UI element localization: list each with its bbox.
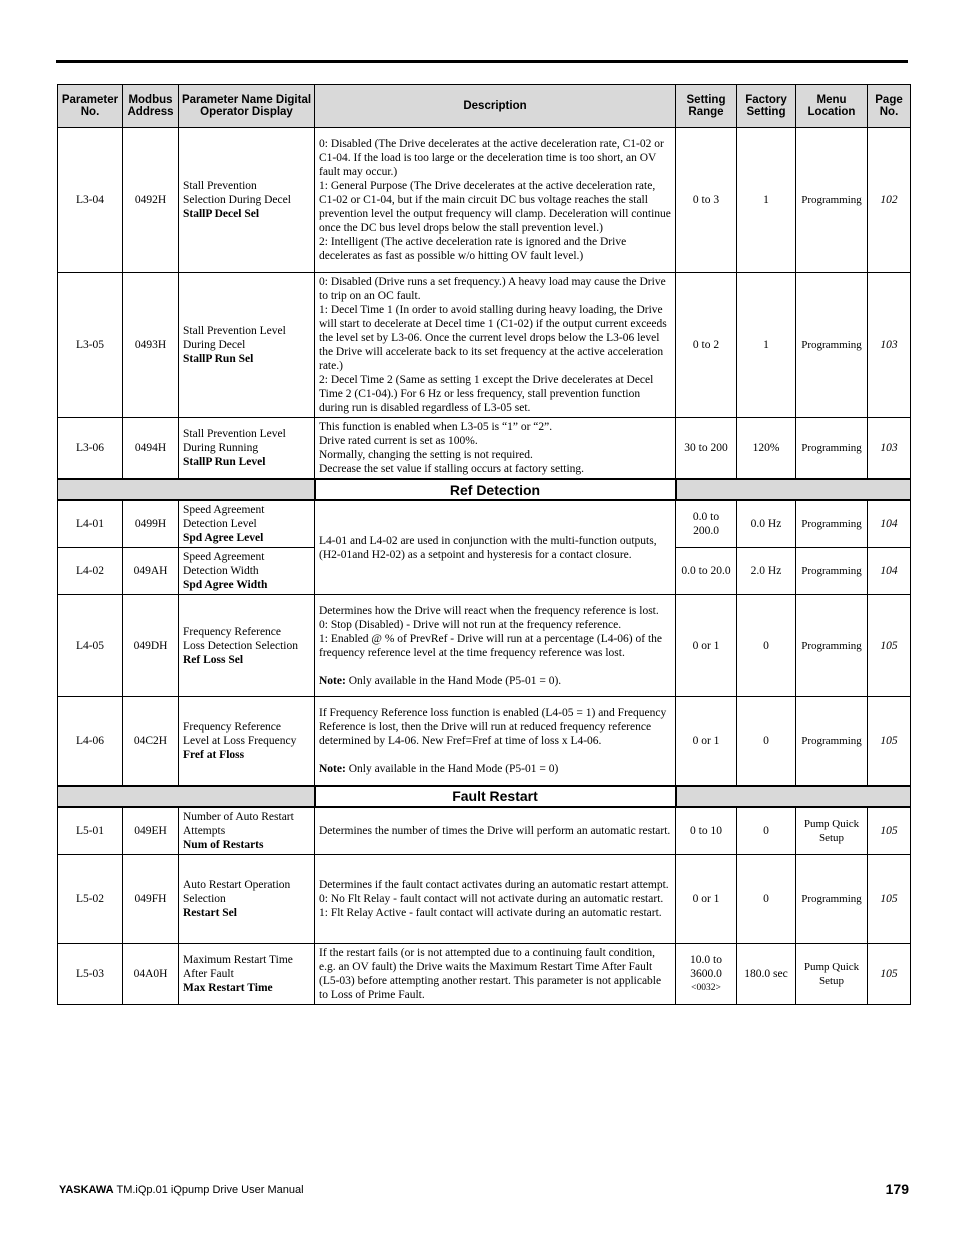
param-name-line: Stall Prevention Level — [183, 428, 286, 440]
menu-location: Programming — [796, 697, 868, 786]
modbus-address: 04C2H — [123, 697, 179, 786]
desc-line: 0: Disabled (The Drive decelerates at the active deceleration rate, C1-02 or C1-04. If the load is too large or the deceleration time is too short, an OV fault may occur.) — [319, 138, 664, 178]
section-row-fault-restart — [58, 786, 911, 807]
page-link[interactable]: 103 — [868, 273, 911, 418]
menu-line: Pump Quick — [803, 817, 860, 830]
menu-location — [796, 943, 868, 1004]
operator-display: StallP Run Level — [183, 456, 266, 468]
param-name — [179, 697, 315, 786]
setting-range: 30 to 200 — [676, 418, 737, 480]
param-name-line: After Fault — [183, 967, 234, 980]
factory-setting: 0 — [737, 697, 796, 786]
setting-range — [676, 943, 737, 1004]
table-row — [58, 500, 911, 548]
menu-location: Programming — [796, 595, 868, 697]
param-name — [179, 273, 315, 418]
param-name-line: Detection Width — [183, 565, 259, 577]
setting-range: 0 to 3 — [676, 128, 737, 273]
param-name — [179, 854, 315, 943]
menu-location: Programming — [796, 418, 868, 480]
section-fill — [676, 786, 911, 807]
section-fill — [58, 479, 315, 500]
page-link[interactable]: 104 — [868, 500, 911, 548]
factory-setting: 1 — [737, 128, 796, 273]
param-name-line: Frequency Reference — [183, 720, 282, 733]
menu-line: Pump Quick — [803, 960, 860, 973]
table-header-row — [58, 85, 911, 128]
param-name-line: Frequency Reference — [183, 625, 282, 638]
modbus-address: 049FH — [123, 854, 179, 943]
param-name — [179, 807, 315, 855]
factory-setting: 1 — [737, 273, 796, 418]
param-name-line: Stall Prevention — [183, 180, 257, 192]
desc-line: Normally, changing the setting is not required. — [319, 449, 533, 461]
description — [315, 273, 676, 418]
param-no: L3-06 — [58, 418, 123, 480]
modbus-address: 0499H — [123, 500, 179, 548]
operator-display: Num of Restarts — [183, 838, 264, 851]
param-name-line: Selection During Decel — [183, 194, 291, 206]
menu-location — [796, 807, 868, 855]
col-header-desc: Description — [315, 85, 676, 128]
param-no: L5-03 — [58, 943, 123, 1004]
param-name — [179, 943, 315, 1004]
header-rule — [56, 60, 908, 63]
desc-line: 1: Enabled @ % of PrevRef - Drive will run at a percentage (L4-06) of the frequency reference level at the time frequency reference was lost. — [319, 632, 663, 659]
param-no: L5-01 — [58, 807, 123, 855]
section-row-ref-detection — [58, 479, 911, 500]
param-no: L4-06 — [58, 697, 123, 786]
footer-manual — [59, 1184, 304, 1196]
param-name-line: Level at Loss Frequency — [183, 734, 297, 747]
operator-display: Ref Loss Sel — [183, 653, 244, 666]
desc-line: This function is enabled when L3-05 is “1” or “2”. — [319, 421, 553, 433]
note-label: Note: — [319, 674, 346, 687]
param-no: L3-05 — [58, 273, 123, 418]
footer-manual-title: TM.iQp.01 iQpump Drive User Manual — [116, 1184, 304, 1196]
col-header-name: Parameter Name Digital Operator Display — [179, 85, 315, 128]
setting-range: 0 or 1 — [676, 595, 737, 697]
note-label: Note: — [319, 762, 346, 775]
note — [319, 674, 671, 688]
range-line: 0.0 to — [692, 511, 720, 523]
description — [315, 807, 676, 855]
operator-display: StallP Run Sel — [183, 353, 254, 365]
menu-location: Programming — [796, 500, 868, 548]
desc-line: Determines how the Drive will react when the frequency reference is lost. — [319, 604, 659, 617]
factory-setting: 180.0 sec — [737, 943, 796, 1004]
desc-line: Determines if the fault contact activates during an automatic restart attempt. — [319, 878, 669, 891]
table-row — [58, 273, 911, 418]
col-header-page: Page No. — [868, 85, 911, 128]
param-name-line: Loss Detection Selection — [183, 639, 298, 652]
param-no: L4-05 — [58, 595, 123, 697]
col-header-range: Setting Range — [676, 85, 737, 128]
factory-setting: 0 — [737, 595, 796, 697]
operator-display: Spd Agree Level — [183, 532, 264, 544]
desc-line: 0: Stop (Disabled) - Drive will not run at the frequency reference. — [319, 618, 622, 631]
param-name — [179, 595, 315, 697]
param-no: L5-02 — [58, 854, 123, 943]
menu-location: Programming — [796, 273, 868, 418]
desc-line: Drive rated current is set as 100%. — [319, 435, 478, 447]
param-name-line: Attempts — [183, 824, 226, 837]
table-row — [58, 418, 911, 480]
spacer — [319, 660, 671, 674]
section-title: Ref Detection — [315, 479, 676, 500]
modbus-address: 04A0H — [123, 943, 179, 1004]
operator-display: Fref at Floss — [183, 748, 245, 761]
description: L4-01 and L4-02 are used in conjunction with the multi-function outputs, (H2-01and H2-02) as a setpoint and hysteresis for a contact closure. — [315, 500, 676, 595]
table-row — [58, 697, 911, 786]
desc-line: 2: Intelligent (The active deceleration rate is ignored and the Drive decelerates as fast as possible w/o hitting OV fault level.) — [319, 236, 627, 262]
param-name-line: Selection — [183, 892, 226, 905]
col-header-param: Parameter No. — [58, 85, 123, 128]
range-code: <0032> — [691, 982, 721, 993]
param-name-line: During Running — [183, 442, 259, 454]
factory-setting: 0 — [737, 807, 796, 855]
page-link[interactable]: 105 — [868, 697, 911, 786]
description — [315, 854, 676, 943]
col-header-menu: Menu Location — [796, 85, 868, 128]
note — [319, 762, 671, 776]
table-row — [58, 854, 911, 943]
col-header-factory: Factory Setting — [737, 85, 796, 128]
page-link[interactable]: 105 — [868, 807, 911, 855]
param-no: L3-04 — [58, 128, 123, 273]
setting-range — [676, 500, 737, 548]
param-name-line: During Decel — [183, 339, 246, 351]
param-name-line: Speed Agreement — [183, 551, 265, 563]
page-link[interactable]: 102 — [868, 128, 911, 273]
description — [315, 418, 676, 480]
section-fill — [676, 479, 911, 500]
desc-line: Determines the number of times the Drive will perform an automatic restart. — [319, 824, 671, 837]
range-line: 200.0 — [693, 525, 719, 537]
description — [315, 943, 676, 1004]
desc-line: 2: Decel Time 2 (Same as setting 1 except the Drive decelerates at Decel Time 2 (C1-04).) For 6 Hz or less frequency, stall prevention function during run is disabled regardless of L3-05 set. — [319, 374, 654, 414]
modbus-address: 049DH — [123, 595, 179, 697]
page-link[interactable]: 103 — [868, 418, 911, 480]
modbus-address: 049AH — [123, 548, 179, 595]
table-row — [58, 595, 911, 697]
factory-setting: 0 — [737, 854, 796, 943]
operator-display: Restart Sel — [183, 906, 237, 919]
modbus-address: 0493H — [123, 273, 179, 418]
desc-line: 1: Flt Relay Active - fault contact will activate during an automatic restart. — [319, 906, 662, 919]
setting-range: 0 to 10 — [676, 807, 737, 855]
desc-line: Decrease the set value if stalling occurs at factory setting. — [319, 463, 585, 475]
factory-setting: 2.0 Hz — [737, 548, 796, 595]
param-name — [179, 548, 315, 595]
param-name — [179, 500, 315, 548]
menu-location: Programming — [796, 548, 868, 595]
param-name — [179, 418, 315, 480]
parameter-table — [57, 84, 911, 1005]
desc-line: 1: Decel Time 1 (In order to avoid stalling during heavy loading, the Drive will start to decelerate at Decel time 1 (C1-02) if the output current exceeds the level set by L3-06. Once the current level drops below the L3-06 level the Drive will accelerate back to its set frequency at the active acceleration rate.) — [319, 304, 667, 372]
col-header-modbus: Modbus Address — [123, 85, 179, 128]
setting-range: 0 or 1 — [676, 697, 737, 786]
desc-line: If the restart fails (or is not attempted due to a continuing fault condition, e.g. an OV fault) the Drive waits the Maximum Restart Time After Fault (L5-03) before attempting another restart. This parameter is not applicable to Loss of Prime Fault. — [319, 946, 662, 1001]
section-fill — [58, 786, 315, 807]
note-text: Only available in the Hand Mode (P5-01 = 0). — [345, 674, 562, 687]
description — [315, 595, 676, 697]
operator-display: Spd Agree Width — [183, 579, 268, 591]
param-name-line: Stall Prevention Level — [183, 325, 286, 337]
param-name-line: Maximum Restart Time — [183, 953, 293, 966]
menu-line: Setup — [818, 974, 845, 987]
footer-page-number: 179 — [885, 1181, 909, 1197]
desc-line: 0: Disabled (Drive runs a set frequency.) A heavy load may cause the Drive to trip on an OC fault. — [319, 276, 666, 302]
table-row — [58, 807, 911, 855]
page-link[interactable]: 104 — [868, 548, 911, 595]
modbus-address: 049EH — [123, 807, 179, 855]
param-no: L4-01 — [58, 500, 123, 548]
description — [315, 128, 676, 273]
factory-setting: 0.0 Hz — [737, 500, 796, 548]
setting-range: 0 to 2 — [676, 273, 737, 418]
spacer — [319, 748, 671, 762]
menu-line: Setup — [818, 831, 845, 844]
menu-location: Programming — [796, 854, 868, 943]
table-row — [58, 128, 911, 273]
table-row — [58, 943, 911, 1004]
range-line: 3600.0 — [690, 967, 722, 980]
desc-line: 1: General Purpose (The Drive decelerates at the active deceleration rate, C1-02 or C1-04, but if the main circuit DC bus voltage reaches the stall prevention level the output frequency will clamp. Deceleration will continue once the DC bus level drops below the stall prevention level.) — [319, 180, 671, 234]
section-title: Fault Restart — [315, 786, 676, 807]
note-text: Only available in the Hand Mode (P5-01 = 0) — [345, 762, 559, 775]
modbus-address: 0492H — [123, 128, 179, 273]
modbus-address: 0494H — [123, 418, 179, 480]
desc-line: If Frequency Reference loss function is enabled (L4-05 = 1) and Frequency Reference is lost, then the Drive will run at reduced frequency reference determined by L4-06. New Fref=Fref at time of loss x L4-06. — [319, 706, 667, 747]
page-link[interactable]: 105 — [868, 854, 911, 943]
param-name-line: Auto Restart Operation — [183, 878, 291, 891]
operator-display: Max Restart Time — [183, 981, 273, 994]
param-no: L4-02 — [58, 548, 123, 595]
param-name — [179, 128, 315, 273]
param-name-line: Speed Agreement — [183, 504, 265, 516]
footer-brand: YASKAWA — [59, 1184, 114, 1196]
param-name-line: Number of Auto Restart — [183, 810, 294, 823]
setting-range: 0 or 1 — [676, 854, 737, 943]
factory-setting: 120% — [737, 418, 796, 480]
param-name-line: Detection Level — [183, 518, 257, 530]
operator-display: StallP Decel Sel — [183, 208, 260, 220]
page-link[interactable]: 105 — [868, 943, 911, 1004]
page-link[interactable]: 105 — [868, 595, 911, 697]
description — [315, 697, 676, 786]
desc-line: 0: No Flt Relay - fault contact will not activate during an automatic restart. — [319, 892, 664, 905]
menu-location: Programming — [796, 128, 868, 273]
range-line: 10.0 to — [690, 953, 722, 966]
setting-range: 0.0 to 20.0 — [676, 548, 737, 595]
